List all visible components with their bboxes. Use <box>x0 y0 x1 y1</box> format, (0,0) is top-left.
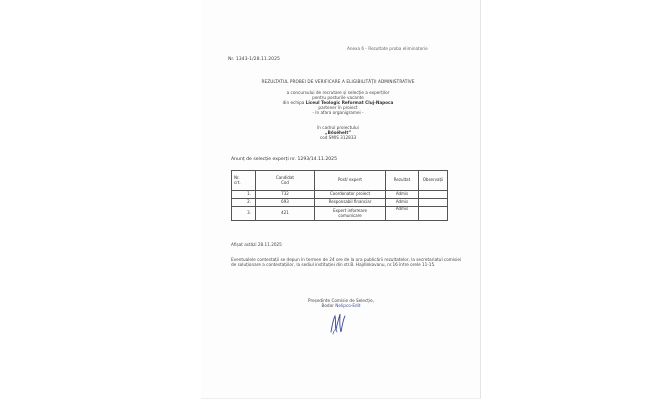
cell-observations <box>419 191 448 199</box>
project-code: cod SMIS 312833 <box>319 135 357 140</box>
results-table <box>231 170 448 221</box>
project-line-1: în cadrul proiectului <box>317 125 359 130</box>
intro-line-3-prefix: din echipa <box>282 100 306 105</box>
cell-code: 693 <box>256 199 315 207</box>
header-result: Rezultat <box>386 171 419 191</box>
posted-date: Afișat astăzi 28.11.2025 <box>231 242 282 247</box>
table-row <box>232 207 448 221</box>
cell-post-line1: Expert informare <box>333 207 367 213</box>
cell-observations <box>419 199 448 207</box>
cell-post: Coordonator proiect <box>315 191 386 199</box>
handwritten-signature-icon <box>327 310 349 336</box>
registration-number: Nr. 1343-1/28.11.2025 <box>228 57 280 62</box>
cell-nr: 1. <box>232 191 256 199</box>
institution-name: Liceul Teologic Reformat Cluj-Napoca <box>305 100 394 105</box>
document-title: REZULTATUL PROBEI DE VERIFICARE A ELIGIBILITĂȚII ADMINISTRATIVE <box>261 79 415 84</box>
project-name: „Bőséhelt” <box>324 130 352 135</box>
announcement-reference: Anunț de selecție experți nr. 1293/14.11.2025 <box>231 157 338 162</box>
signature-title: Președinte Comisie de Selecție, <box>308 298 374 303</box>
cell-code: 421 <box>256 207 315 221</box>
signatory-name-blue: Nelipco-Edit <box>335 303 361 308</box>
cell-post: Responsabil financiar <box>315 199 386 207</box>
cell-result: Admis <box>386 191 419 199</box>
cell-result: Admis <box>386 199 419 207</box>
cell-observations <box>419 207 448 221</box>
table-row <box>232 191 448 199</box>
signatory-name <box>296 303 386 308</box>
header-candidate <box>256 171 315 191</box>
header-candidate-line2: Cod <box>281 179 289 185</box>
table-header-row <box>232 171 448 191</box>
header-post: Post/ expert <box>315 171 386 191</box>
annex-label: Anexa 6 - Rezultate proba eliminatorie <box>347 46 428 51</box>
cell-post-line2: comunicare <box>338 212 362 218</box>
intro-line-4: partener în proiect <box>318 105 358 110</box>
signature-block <box>296 298 386 308</box>
cell-nr: 3. <box>232 207 256 221</box>
header-nr <box>232 171 256 191</box>
header-observations: Observații <box>419 171 448 191</box>
cell-nr: 2. <box>232 199 256 207</box>
header-nr-line1: Nr. <box>234 174 240 180</box>
table-row <box>232 199 448 207</box>
cell-result: Admis <box>386 207 419 221</box>
intro-line-1: a concursului de recrutare și selecție a experților <box>286 90 390 95</box>
contestation-paragraph: Eventualele contestații se depun în termen de 24 ore de la ora publicării rezultatelor, la secretariatul comisiei de soluționare a contestațiilor, la sediul instituției din str.B. Hajdinkovanu, nr.16 între orele 11-15. <box>231 257 462 268</box>
cell-post <box>315 207 386 221</box>
intro-line-2: pentru posturile vacante <box>312 95 364 100</box>
intro-line-5: - în afara organigramei - <box>312 110 364 115</box>
cell-code: 732 <box>256 191 315 199</box>
header-nr-line2: crt. <box>234 179 241 185</box>
signatory-name-prefix: Bodor <box>321 303 336 308</box>
header-candidate-line1: Candidat <box>276 174 294 180</box>
